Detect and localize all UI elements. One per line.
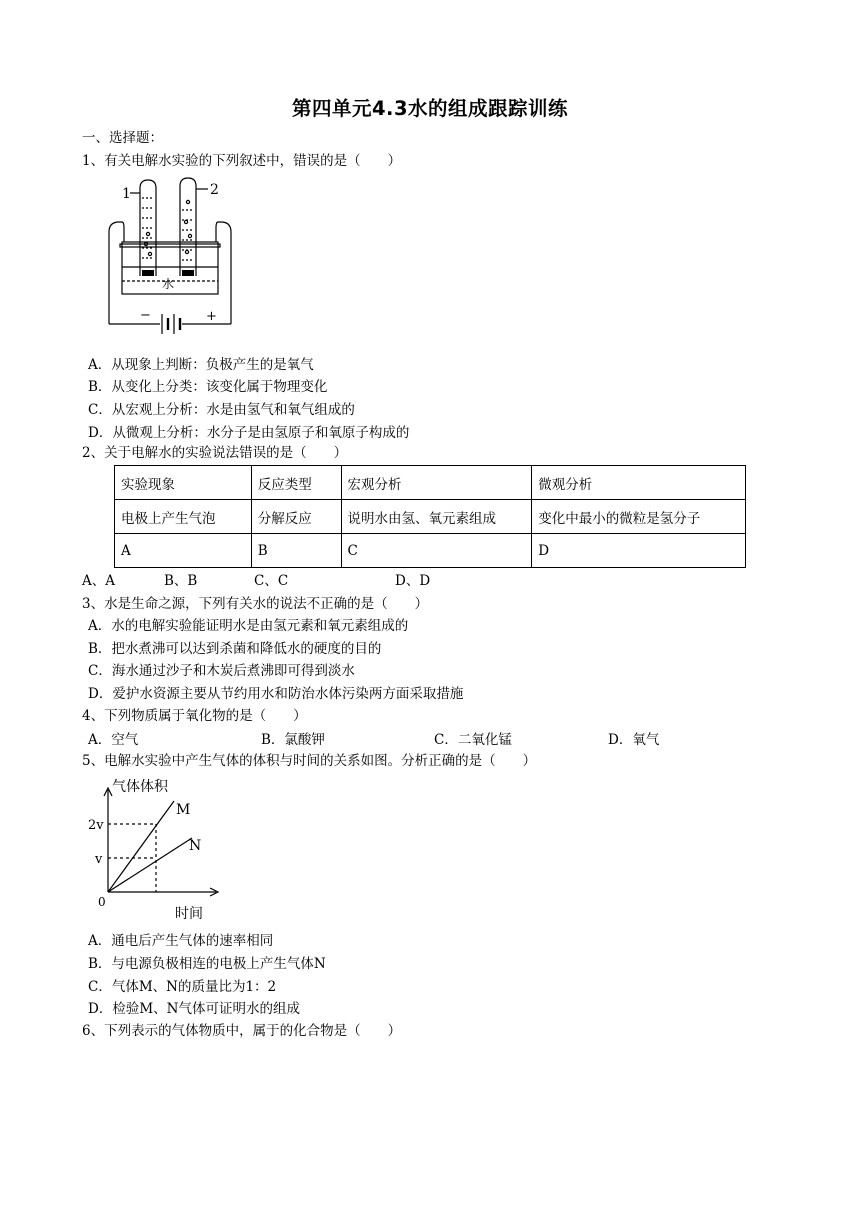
- q5-stem: 5、电解水实验中产生气体的体积与时间的关系如图。分析正确的是（ ）: [82, 753, 537, 769]
- tube-1-label: 1: [122, 186, 131, 202]
- table-cell: B: [251, 534, 341, 568]
- line-m-label: M: [176, 802, 191, 818]
- q6-stem: 6、下列表示的气体物质中，属于的化合物是（ ）: [82, 1023, 402, 1039]
- q2-option-d: D、D: [395, 573, 431, 589]
- table-row: [115, 534, 746, 568]
- q4-option-b: B．氯酸钾: [261, 732, 325, 748]
- q5-option-a: A．通电后产生气体的速率相同: [88, 933, 274, 949]
- table-cell: 变化中最小的微粒是氢分子: [532, 500, 746, 534]
- water-label: 水: [162, 277, 175, 291]
- table-cell: C: [341, 534, 532, 568]
- q2-option-b: B、B: [164, 573, 198, 589]
- line-n: [108, 838, 192, 892]
- q3-option-c: C．海水通过沙子和木炭后煮沸即可得到淡水: [88, 663, 355, 679]
- gas-volume-time-graph: [86, 776, 226, 920]
- table-row: [115, 466, 746, 500]
- q1-option-a: A．从现象上判断：负极产生的是氧气: [88, 357, 314, 373]
- tick-v-label: v: [95, 852, 103, 867]
- graph-x-label: 时间: [175, 906, 203, 922]
- q4-stem: 4、下列物质属于氧化物的是（ ）: [82, 708, 307, 724]
- q1-stem: 1、有关电解水实验的下列叙述中，错误的是（ ）: [82, 153, 402, 169]
- tick-2v-label: 2v: [88, 818, 104, 833]
- q2-option-a: A、A: [82, 573, 115, 589]
- table-row: [115, 500, 746, 534]
- negative-terminal-label: −: [140, 308, 151, 323]
- table-cell: 电极上产生气泡: [115, 500, 252, 534]
- graph-y-label: 气体体积: [112, 779, 168, 795]
- table-cell: D: [532, 534, 746, 568]
- positive-terminal-label: +: [206, 309, 217, 324]
- q3-stem: 3、水是生命之源，下列有关水的说法不正确的是（ ）: [82, 596, 429, 612]
- table-cell: 宏观分析: [341, 466, 532, 500]
- q3-option-d: D．爱护水资源主要从节约用水和防治水体污染两方面采取措施: [88, 686, 464, 702]
- q1-option-c: C．从宏观上分析：水是由氢气和氧气组成的: [88, 402, 355, 418]
- q4-option-d: D．氧气: [608, 732, 660, 748]
- q5-option-d: D．检验M、N气体可证明水的组成: [88, 1001, 300, 1017]
- q2-table: [114, 465, 746, 568]
- line-m: [108, 801, 174, 892]
- section-heading: 一、选择题：: [82, 130, 163, 146]
- q4-option-a: A．空气: [88, 732, 139, 748]
- table-cell: 说明水由氢、氧元素组成: [341, 500, 532, 534]
- q1-option-d: D．从微观上分析：水分子是由氢原子和氧原子构成的: [88, 425, 410, 441]
- q2-option-c: C、C: [254, 573, 289, 589]
- q5-option-b: B．与电源负极相连的电极上产生气体N: [88, 956, 326, 972]
- origin-label: 0: [98, 895, 106, 909]
- q3-option-b: B．把水煮沸可以达到杀菌和降低水的硬度的目的: [88, 641, 382, 657]
- q5-option-c: C．气体M、N的质量比为1：2: [88, 979, 277, 995]
- q2-stem: 2、关于电解水的实验说法错误的是（ ）: [82, 445, 348, 461]
- table-cell: 微观分析: [532, 466, 746, 500]
- q4-option-c: C．二氧化锰: [434, 732, 512, 748]
- electrolysis-apparatus-figure: [100, 172, 240, 344]
- tube-2-label: 2: [210, 182, 219, 198]
- q3-option-a: A．水的电解实验能证明水是由氢元素和氧元素组成的: [88, 618, 409, 634]
- table-cell: A: [115, 534, 252, 568]
- q1-option-b: B．从变化上分类：该变化属于物理变化: [88, 379, 328, 395]
- table-cell: 实验现象: [115, 466, 252, 500]
- table-cell: 反应类型: [251, 466, 341, 500]
- line-n-label: N: [189, 838, 202, 854]
- page-title: 第四单元4.3水的组成跟踪训练: [291, 97, 569, 120]
- table-cell: 分解反应: [251, 500, 341, 534]
